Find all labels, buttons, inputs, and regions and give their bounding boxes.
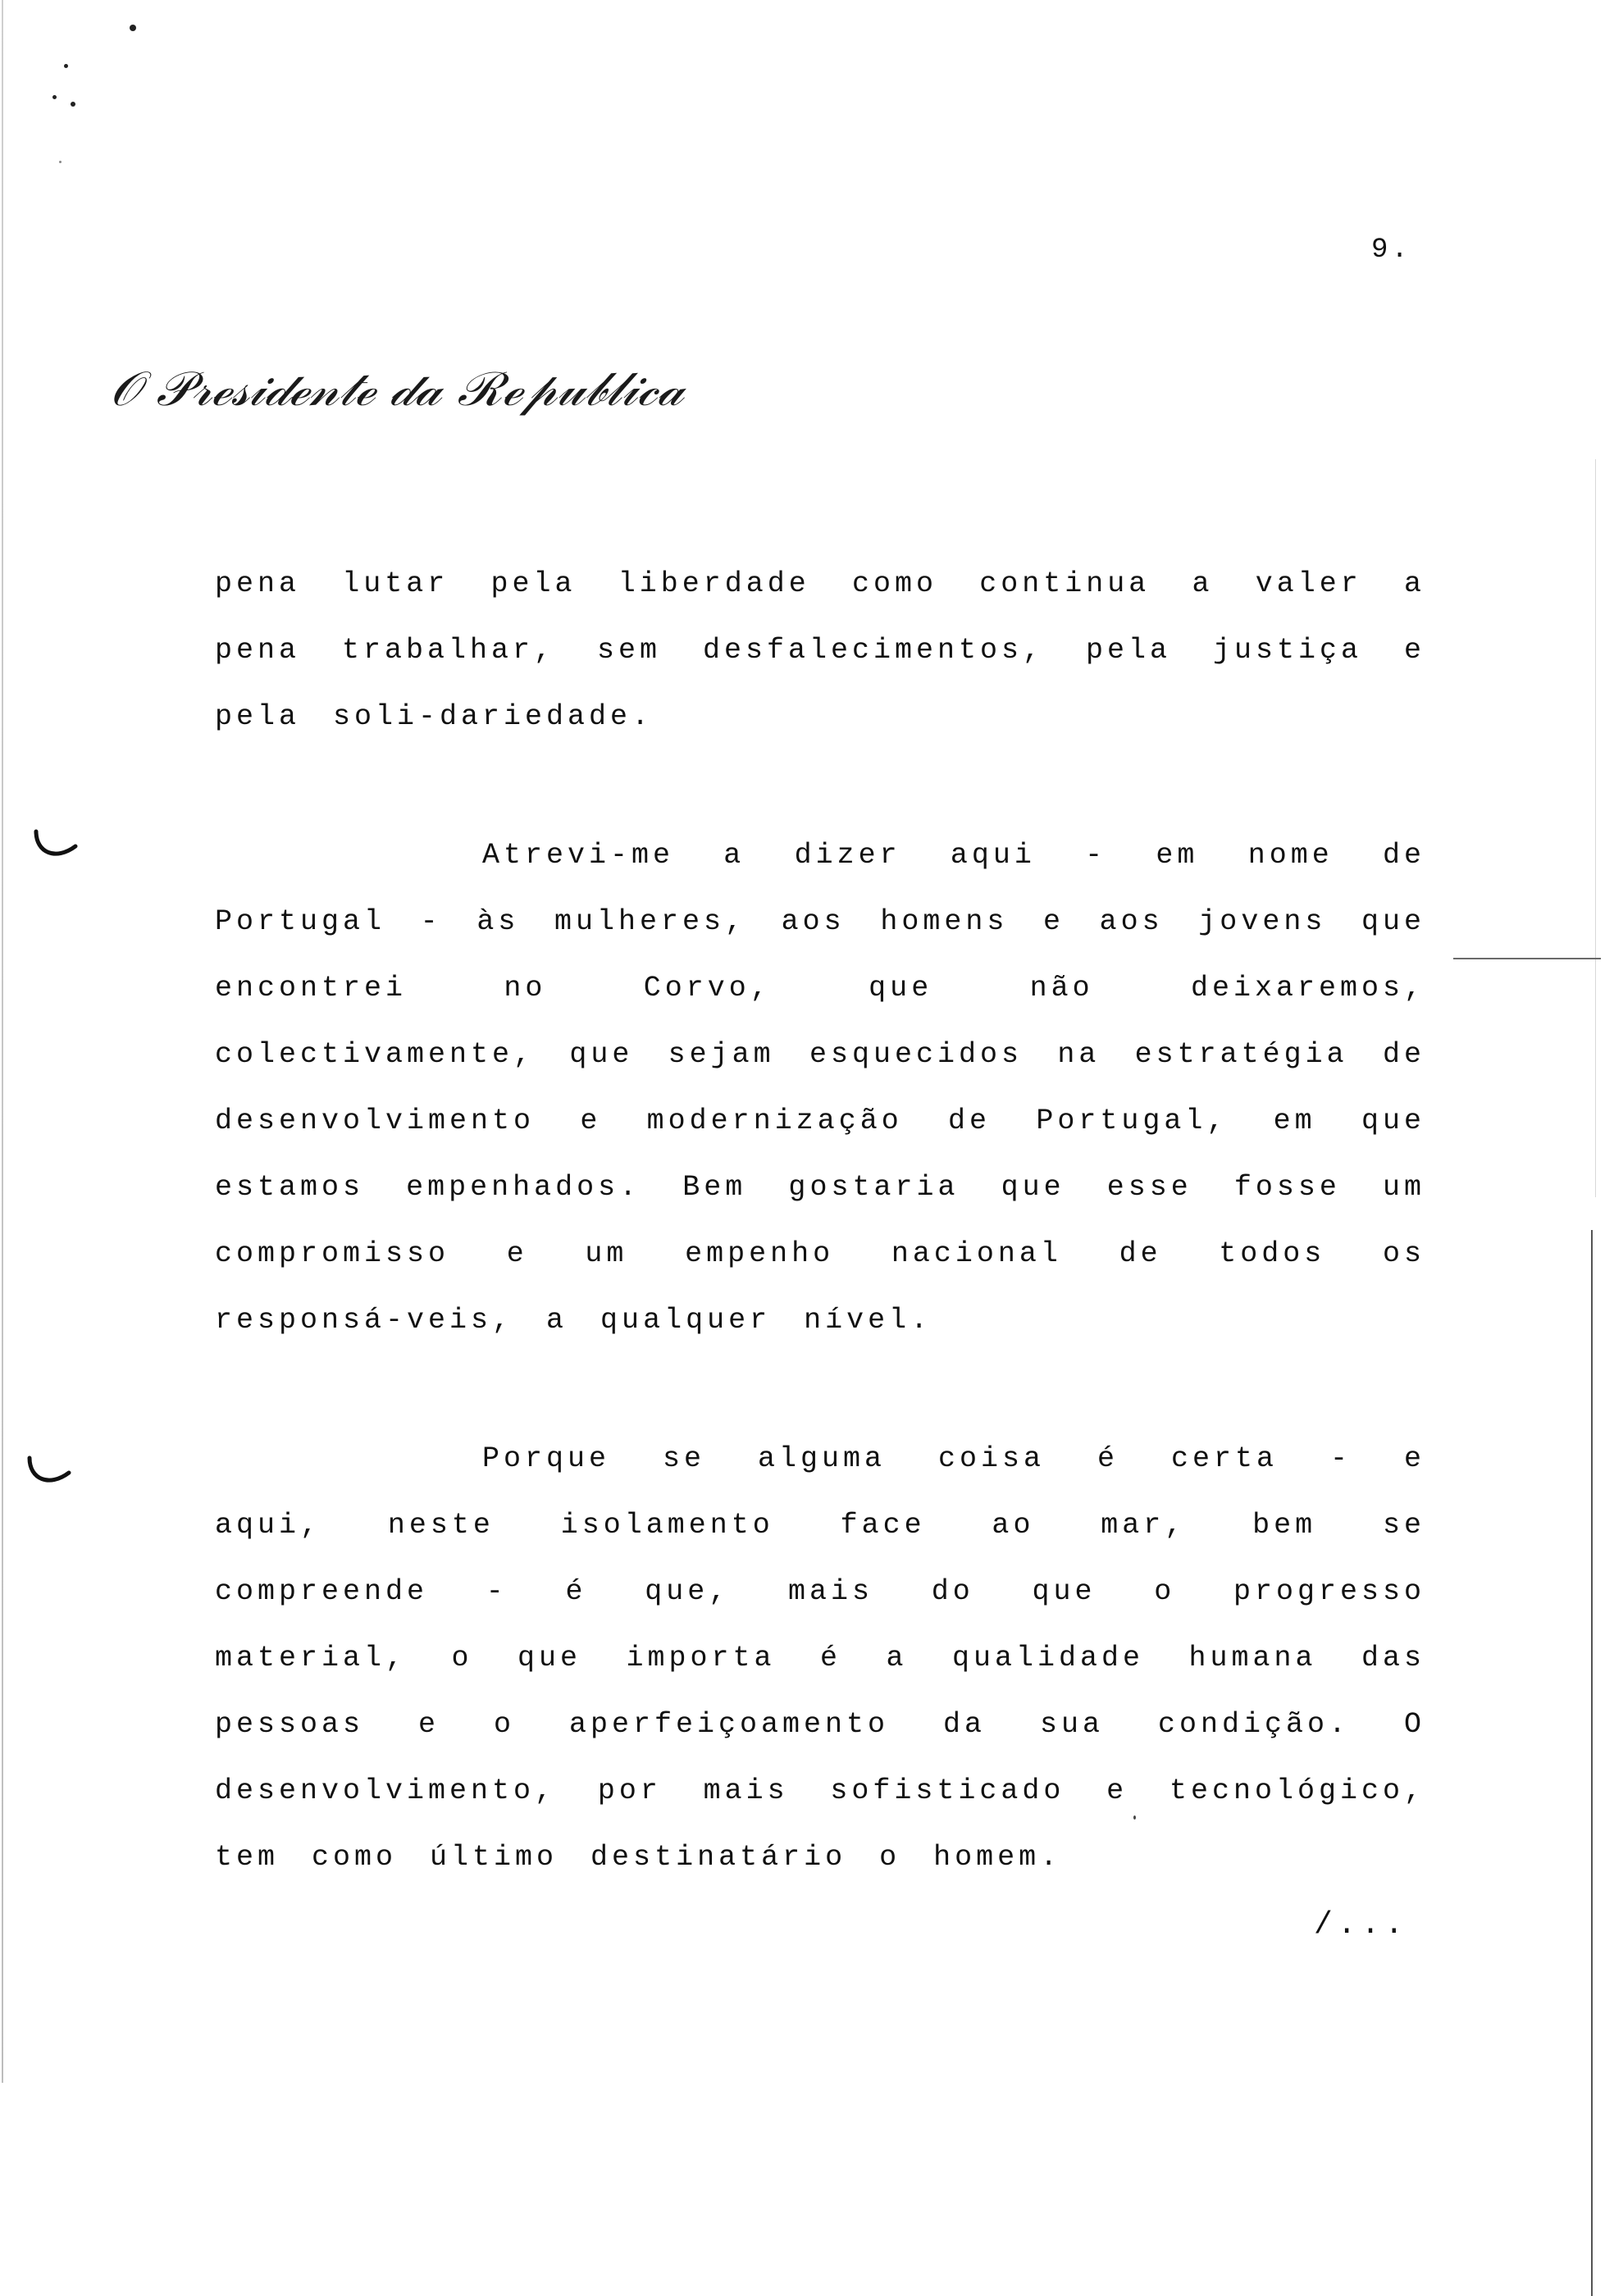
margin-rule-line [1453,958,1601,959]
scan-speck [130,25,136,31]
scan-speck [64,64,68,68]
paragraph: pena lutar pela liberdade como continua a valer a pena trabalhar, sem desfalecimentos, pela justiça e pela soli-dariedade. [215,567,1425,733]
scan-speck [71,102,75,107]
letter-body [215,551,1425,1891]
scan-speck [52,95,57,99]
scan-edge-left [2,0,3,2083]
scan-speck [59,161,62,163]
scan-edge-right-faint [1595,459,1596,1197]
svg-text:𝒪 𝒫𝓇ℯ𝓈𝒾𝒹ℯ𝓃𝓉ℯ 𝒹𝒶 ℛℯ𝓅: 𝒪 𝒫𝓇ℯ𝓈𝒾𝒹ℯ𝓃𝓉ℯ 𝒹𝒶 ℛℯ𝓅𝓊𝒷𝓁𝒾𝒸𝒶 [110,361,687,417]
margin-hook-mark [31,828,79,861]
page-number: 9. [1371,235,1411,266]
continuation-mark: /... [1314,1907,1409,1943]
presidential-letterhead [105,344,695,435]
scan-edge-right [1591,1230,1593,2296]
paragraph: Porque se alguma coisa é certa - e aqui, neste isolamento face ao mar, bem se compreende - é que, mais do que o progresso material, o que importa é a qualidade humana das pessoas e o aperfeiçoamento da sua condição. O desenvolvimento, por mais sofisticado e tecnológico, tem como último destinatário o homem. [215,1442,1425,1874]
paragraph: Atrevi-me a dizer aqui - em nome de Portugal - às mulheres, aos homens e aos jovens que encontrei no Corvo, que não deixaremos, colectivamente, que sejam esquecidos na estratégia de desenvolvimento e modernização de Portugal, em que estamos empenhados. Bem gostaria que esse fosse um compromisso e um empenho nacional de todos os responsá-veis, a qualquer nível. [215,839,1425,1337]
margin-hook-mark [25,1455,72,1487]
